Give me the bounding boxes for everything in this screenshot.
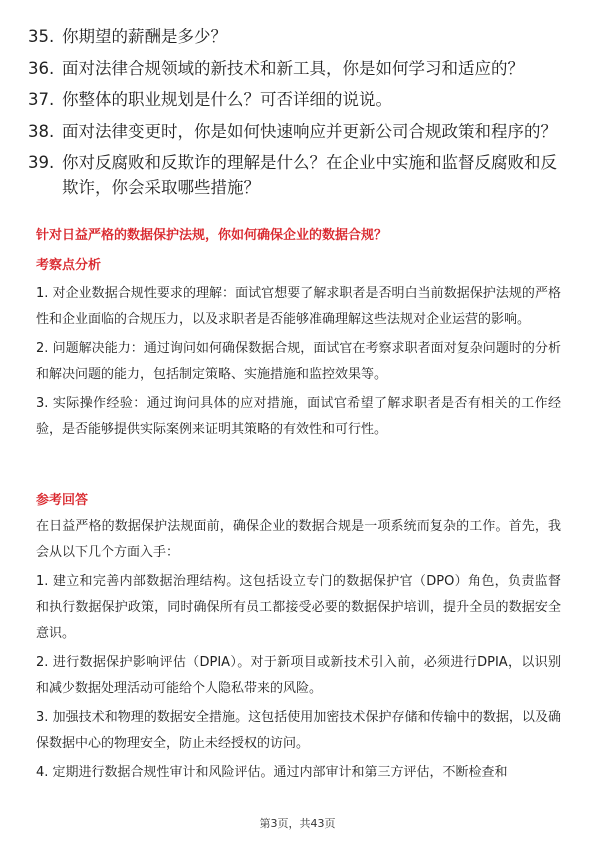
question-number: 36. xyxy=(28,58,55,78)
question-number: 39. xyxy=(28,153,55,172)
question-item xyxy=(28,150,568,200)
answer-item: 4. 定期进行数据合规性审计和风险评估。通过内部审计和第三方评估，不断检查和 xyxy=(36,765,508,780)
answer-intro: 在日益严格的数据保护法规面前，确保企业的数据合规是一项系统而复杂的工作。首先，我会从以下几个方面入手： xyxy=(36,519,561,560)
question-number: 37. xyxy=(28,90,55,109)
question-item xyxy=(28,119,568,144)
question-text: 你整体的职业规划是什么？可否详细的说说。 xyxy=(62,90,392,109)
answer-heading: 参考回答 xyxy=(36,493,89,508)
answer-item: 3. 加强技术和物理的数据安全措施。这包括使用加密技术保护存储和传输中的数据，以及确保数据中心的物理安全，防止未经授权的访问。 xyxy=(36,710,561,751)
question-list xyxy=(28,24,568,207)
answer-item: 2. 进行数据保护影响评估（DPIA）。对于新项目或新技术引入前，必须进行DPIA，以识别和减少数据处理活动可能给个人隐私带来的风险。 xyxy=(36,655,561,696)
analysis-item: 1. 对企业数据合规性要求的理解：面试官想要了解求职者是否明白当前数据保护法规的严格性和企业面临的合规压力，以及求职者是否能够准确理解这些法规对企业运营的影响。 xyxy=(36,286,561,327)
question-text: 面对法律变更时，你是如何快速响应并更新公司合规政策和程序的？ xyxy=(62,121,557,141)
question-number: 35. xyxy=(28,27,55,46)
page-number-footer: 第3页，共43页 xyxy=(259,817,336,830)
analysis-heading: 考察点分析 xyxy=(36,258,102,273)
question-text: 你对反腐败和反欺诈的理解是什么？在企业中实施和监督反腐败和反欺诈，你会采取哪些措施？ xyxy=(62,153,557,197)
question-item xyxy=(28,87,568,112)
question-number: 38. xyxy=(28,121,55,141)
highlight-question: 针对日益严格的数据保护法规，你如何确保企业的数据合规？ xyxy=(36,228,388,243)
analysis-item: 3. 实际操作经验：通过询问具体的应对措施，面试官希望了解求职者是否有相关的工作经验，是否能够提供实际案例来证明其策略的有效性和可行性。 xyxy=(36,396,561,437)
analysis-item: 2. 问题解决能力：通过询问如何确保数据合规，面试官在考察求职者面对复杂问题时的分析和解决问题的能力，包括制定策略、实施措施和监控效果等。 xyxy=(36,341,561,382)
answer-item: 1. 建立和完善内部数据治理结构。这包括设立专门的数据保护官（DPO）角色，负责监督和执行数据保护政策，同时确保所有员工都接受必要的数据保护培训，提升全员的数据安全意识。 xyxy=(36,574,561,641)
question-text: 你期望的薪酬是多少？ xyxy=(62,27,227,46)
analysis-body xyxy=(36,281,561,446)
question-item xyxy=(28,24,568,49)
question-text: 面对法律合规领域的新技术和新工具，你是如何学习和适应的？ xyxy=(62,58,524,78)
question-item xyxy=(28,56,568,81)
answer-body xyxy=(36,514,561,789)
